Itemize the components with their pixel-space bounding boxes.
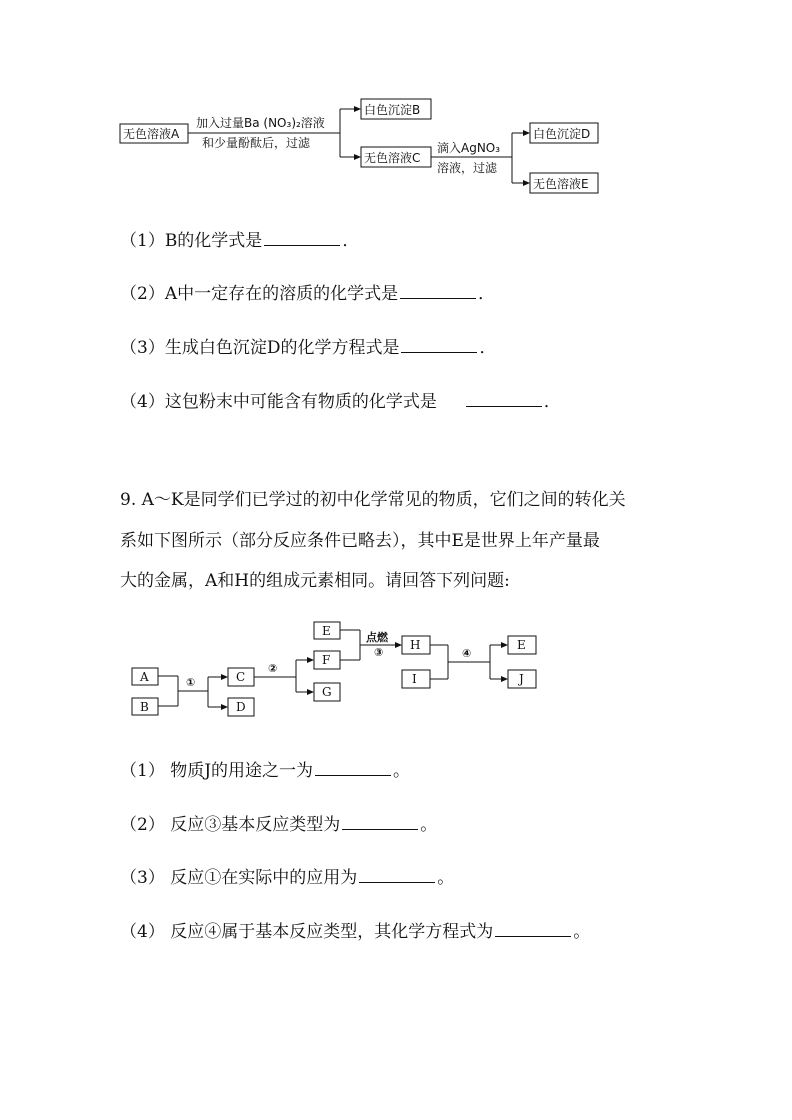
step-4-label: ④ — [462, 647, 472, 660]
box-solution-c-label: 无色溶液C — [364, 151, 421, 165]
arrow-head-c2 — [221, 674, 228, 680]
node-h-label: H — [410, 638, 421, 652]
arrow-head-j — [501, 676, 508, 682]
q9-item-4 — [120, 920, 590, 943]
q8-item-2-suffix: ． — [478, 284, 496, 304]
node-c-label: C — [236, 670, 246, 684]
arrow-head-f — [307, 657, 314, 663]
q9-item-3 — [120, 866, 454, 889]
q9-item-1-text: （1） 物质J的用途之一为 — [120, 761, 314, 781]
box-solution-a-label: 无色溶液A — [123, 127, 180, 141]
q8-item-1-suffix: ． — [342, 231, 360, 251]
node-d-label: D — [236, 700, 246, 714]
q9-item-4-suffix: 。 — [573, 922, 591, 942]
step-3-condition: 点燃 — [366, 631, 388, 644]
q9-item-2-text: （2） 反应③基本反应类型为 — [120, 815, 341, 835]
q9-item-1 — [120, 759, 410, 782]
q8-item-3-suffix: ． — [479, 338, 497, 358]
q9-item-1-suffix: 。 — [393, 761, 411, 781]
q8-item-4-text: （4）这包粉末中可能含有物质的化学式是 — [120, 392, 454, 412]
q8-item-2-text: （2）A中一定存在的溶质的化学式是 — [120, 284, 399, 304]
box-precipitate-d-label: 白色沉淀D — [533, 127, 591, 141]
answer-blank[interactable] — [495, 920, 571, 937]
node-e-top-label: E — [322, 624, 331, 638]
arrow-1-label-bottom: 和少量酚酞后，过滤 — [202, 136, 311, 150]
answer-blank[interactable] — [315, 759, 391, 776]
step-1-label: ① — [186, 676, 196, 689]
arrow-2-label-top: 滴入AgNO₃ — [437, 141, 501, 155]
q9-item-3-suffix: 。 — [437, 868, 455, 888]
step-2-label: ② — [268, 662, 278, 675]
node-f-label: F — [322, 653, 331, 667]
arrow-2-label-bottom: 溶液，过滤 — [437, 161, 498, 175]
node-i-label: I — [412, 672, 417, 686]
node-e-right-label: E — [517, 638, 526, 652]
q9-item-3-text: （3） 反应①在实际中的应用为 — [120, 868, 358, 888]
node-g-label: G — [322, 685, 332, 699]
arrow-1-label-top: 加入过量Ba (NO₃)₂溶液 — [196, 116, 325, 130]
step-3-label: ③ — [374, 646, 384, 659]
q9-stem-line-3: 大的金属，A和H的组成元素相同。请回答下列问题: — [120, 571, 510, 591]
box-precipitate-b-label: 白色沉淀B — [364, 103, 421, 117]
q8-item-4-suffix: ． — [543, 392, 561, 412]
q9-item-2-suffix: 。 — [420, 815, 438, 835]
box-solution-e-label: 无色溶液E — [533, 177, 589, 191]
answer-blank[interactable] — [342, 813, 418, 830]
arrow-head-e-right — [501, 642, 508, 648]
q9-item-4-text: （4） 反应④属于基本反应类型，其化学方程式为 — [120, 922, 494, 942]
answer-blank[interactable] — [359, 866, 435, 883]
q9-stem-line-1: 9. A～K是同学们已学过的初中化学常见的物质，它们之间的转化关 — [120, 490, 626, 510]
node-a-label: A — [140, 670, 149, 684]
arrow-head-d2 — [221, 704, 228, 710]
node-j-label: J — [519, 672, 524, 686]
q9-stem-line-2: 系如下图所示（部分反应条件已略去），其中E是世界上年产量最 — [120, 531, 600, 551]
q8-item-3-text: （3）生成白色沉淀D的化学方程式是 — [120, 338, 400, 358]
q8-item-1-text: （1）B的化学式是 — [120, 231, 263, 251]
arrow-head-h — [395, 642, 402, 648]
arrow-head-g — [307, 689, 314, 695]
node-b-label: B — [140, 700, 149, 714]
q9-item-2 — [120, 813, 437, 836]
